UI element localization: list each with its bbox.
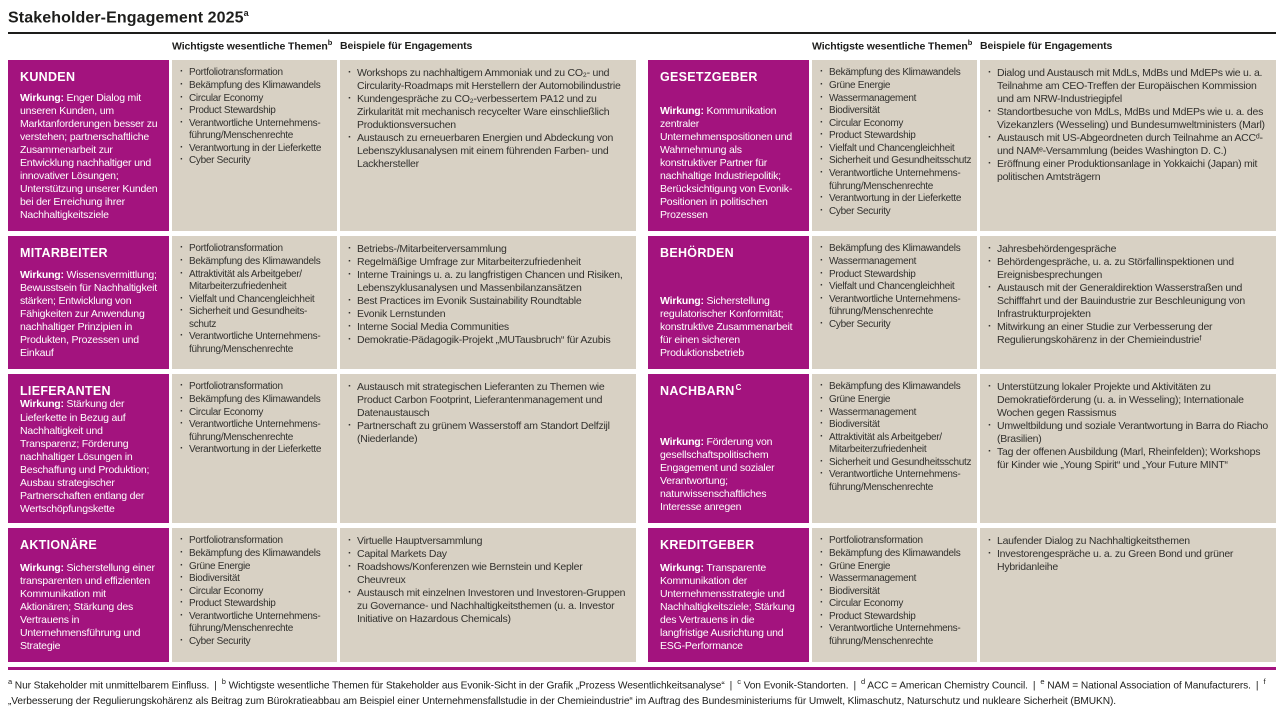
stakeholder-name	[20, 69, 158, 84]
theme-item: · Biodiversität	[819, 419, 973, 432]
examples-list-kreditgeber	[980, 528, 1276, 662]
theme-item: · Bekämpfung des Klimawandels	[819, 243, 973, 256]
example-item: · Investorengespräche u. a. zu Green Bond und grüner Hybridanleihe	[987, 548, 1270, 574]
examples-list-behoerden	[980, 236, 1276, 369]
example-item: · Unterstützung lokaler Projekte und Aktivitäten zu Demokratieförderung (u. a. in Wesseling); Internationale Wochen gegen Rassismus	[987, 381, 1270, 420]
footnote-marker: b	[221, 677, 226, 687]
theme-item: · Verantwortliche Unternehmens-führung/Menschenrechte	[179, 118, 333, 143]
theme-item: · Cyber Security	[179, 636, 333, 649]
themes-list-gesetzgeber	[812, 60, 977, 231]
theme-item: · Portfoliotransformation	[819, 535, 973, 548]
example-item: · Partnerschaft zu grünem Wasserstoff am Standort Delfzijl (Niederlande)	[347, 420, 630, 446]
stakeholder-card-mitarbeiter	[8, 236, 169, 369]
examples-list-lieferanten	[340, 374, 636, 523]
theme-item: · Portfoliotransformation	[179, 243, 333, 256]
wirkung-text	[660, 105, 798, 222]
stakeholder-tables	[8, 34, 1276, 662]
theme-item: · Product Stewardship	[819, 130, 973, 143]
theme-item: · Grüne Energie	[179, 561, 333, 574]
column-header-themes-right	[812, 38, 977, 56]
theme-item: · Wassermanagement	[819, 407, 973, 420]
example-item: · Evonik Lernstunden	[347, 308, 630, 321]
theme-item: · Biodiversität	[179, 573, 333, 586]
stakeholder-name-text: MITARBEITER	[20, 246, 108, 261]
theme-item: · Cyber Security	[819, 319, 973, 332]
stakeholder-name	[660, 245, 798, 260]
theme-item: · Cyber Security	[819, 206, 973, 219]
theme-item: · Vielfalt und Chancengleichheit	[819, 281, 973, 294]
stakeholder-name-text: BEHÖRDEN	[660, 246, 734, 261]
wirkung-body: Kommunikation zentraler Unternehmenspositionen und Wahrnehmung als konstruktiver Partner für nachhaltige Industriepolitik; Berücksichtigung von Evonik-Positionen in politischen Prozessen	[660, 105, 793, 222]
column-header-themes-label: Wichtigste wesentliche Themen	[812, 40, 968, 53]
stakeholder-name-sup: C	[735, 383, 742, 393]
theme-item: · Product Stewardship	[179, 105, 333, 118]
examples-list-kunden	[340, 60, 636, 231]
wirkung-text	[20, 398, 158, 515]
themes-list-aktionaere	[172, 528, 337, 662]
theme-item: · Attraktivität als Arbeitgeber/​Mitarbeiterzufriedenheit	[819, 432, 973, 457]
wirkung-body: Stärkung der Lieferkette in Bezug auf Nachhaltigkeit und Transparenz; Förderung nachhaltiger Lösungen in Beschaffung und Produktion; Ausbau strategischer Partnerschaften entlang der Wertschöpfungskette	[20, 398, 150, 515]
column-header-themes-left	[172, 38, 337, 56]
wirkung-label: Wirkung:	[660, 562, 704, 575]
examples-list-aktionaere	[340, 528, 636, 662]
example-item: · Behördengespräche, u. a. zu Störfallinspektionen und Ereignisbesprechungen	[987, 256, 1270, 282]
example-item: · Austausch mit strategischen Lieferanten zu Themen wie Product Carbon Footprint, Lieferantenmanagement und Datenaustausch	[347, 381, 630, 420]
bottom-divider	[8, 667, 1276, 670]
theme-item: · Circular Economy	[179, 586, 333, 599]
wirkung-text	[20, 562, 158, 653]
left-table	[8, 34, 636, 662]
example-item: · Interne Trainings u. a. zu langfristigen Chancen und Risiken, Lebenszyklusanalysen und Massenbilanzansätzen	[347, 269, 630, 295]
column-header-examples-left	[340, 40, 636, 55]
example-item: · Austausch mit einzelnen Investoren und Investoren-Gruppen zu Governance- und Nachhaltigkeitsthemen (u. a. Investor Initiative on Hazardous Chemicals)	[347, 587, 630, 626]
theme-item: · Bekämpfung des Klimawandels	[179, 394, 333, 407]
stakeholder-card-kreditgeber	[648, 528, 809, 662]
example-item: · Workshops zu nachhaltigem Ammoniak und zu CO₂- und Circularity-Roadmaps mit Herstellern der Automobilindustrie	[347, 67, 630, 93]
stakeholder-name	[20, 245, 158, 260]
theme-item: · Wassermanagement	[819, 256, 973, 269]
stakeholder-card-aktionaere	[8, 528, 169, 662]
stakeholder-name	[20, 537, 158, 552]
theme-item: · Circular Economy	[179, 93, 333, 106]
stakeholder-name-text: KUNDEN	[20, 70, 76, 85]
themes-list-kunden	[172, 60, 337, 231]
example-item: · Umweltbildung und soziale Verantwortung in Barra do Riacho (Brasilien)	[987, 420, 1270, 446]
theme-item: · Vielfalt und Chancengleichheit	[819, 143, 973, 156]
example-item: · Roadshows/Konferenzen wie Bernstein und Kepler Cheuvreux	[347, 561, 630, 587]
examples-list-gesetzgeber	[980, 60, 1276, 231]
theme-item: · Biodiversität	[819, 105, 973, 118]
footnote-marker: a	[8, 677, 13, 687]
example-item: · Dialog und Austausch mit MdLs, MdBs und MdEPs wie u. a. Teilnahme am CEO-Treffen der Europäischen Kommission und am NRW-Industriegipfel	[987, 67, 1270, 106]
theme-item: · Product Stewardship	[819, 611, 973, 624]
example-item: · Betriebs-/Mitarbeiterversammlung	[347, 243, 630, 256]
stakeholder-name-text: KREDITGEBER	[660, 538, 755, 553]
stakeholder-name	[20, 383, 158, 398]
theme-item: · Verantwortung in der Lieferkette	[179, 143, 333, 156]
theme-item: · Product Stewardship	[819, 269, 973, 282]
footnote-marker: d	[861, 677, 866, 687]
themes-list-kreditgeber	[812, 528, 977, 662]
theme-item: · Wassermanagement	[819, 573, 973, 586]
example-item: · Demokratie-Pädagogik-Projekt „MUTausbruch“ für Azubis	[347, 334, 630, 347]
example-item: · Laufender Dialog zu Nachhaltigkeitsthemen	[987, 535, 1270, 548]
wirkung-text	[660, 295, 798, 360]
column-header-themes-footnote-marker: b	[967, 37, 973, 47]
theme-item: · Verantwortliche Unternehmens-führung/Menschenrechte	[819, 294, 973, 319]
example-item: · Regelmäßige Umfrage zur Mitarbeiterzufriedenheit	[347, 256, 630, 269]
example-item: · Eröffnung einer Produktionsanlage in Yokkaichi (Japan) mit politischen Amtsträgern	[987, 158, 1270, 184]
stakeholder-card-kunden	[8, 60, 169, 231]
example-item: · Standortbesuche von MdLs, MdBs und MdEPs wie u. a. des Vizekanzlers (Wesseling) und Bundesumweltministers (Marl)	[987, 106, 1270, 132]
page-title	[8, 8, 1276, 27]
example-item: · Kundengespräche zu CO₂-verbessertem PA12 und zu Zirkularität mit mechanisch recycelter Ware einschließlich Produktionsversuchen	[347, 93, 630, 132]
theme-item: · Verantwortliche Unternehmens-führung/Menschenrechte	[179, 419, 333, 444]
footnote-marker: e	[1040, 677, 1045, 687]
wirkung-label: Wirkung:	[20, 92, 64, 105]
column-header-examples-label: Beispiele für Engagements	[340, 40, 473, 53]
column-header-examples-right	[980, 40, 1276, 55]
stakeholder-name-text: LIEFERANTEN	[20, 384, 111, 399]
stakeholder-card-gesetzgeber	[648, 60, 809, 231]
example-item: · Best Practices im Evonik Sustainability Roundtable	[347, 295, 630, 308]
stakeholder-name-text: AKTIONÄRE	[20, 538, 98, 553]
theme-item: · Circular Economy	[819, 118, 973, 131]
page-title-footnote-marker: a	[243, 8, 249, 18]
theme-item: · Portfoliotransformation	[179, 67, 333, 80]
themes-list-nachbarn	[812, 374, 977, 523]
theme-item: · Attraktivität als Arbeitgeber/​Mitarbeiterzufriedenheit	[179, 269, 333, 294]
column-header-themes-label: Wichtigste wesentliche Themen	[172, 40, 328, 53]
stakeholder-name-text: GESETZGEBER	[660, 70, 758, 85]
theme-item: · Verantwortung in der Lieferkette	[179, 444, 333, 457]
footnote-marker: c	[737, 677, 741, 687]
theme-item: · Sicherheit und Gesundheitsschutz	[819, 155, 973, 168]
example-item: · Virtuelle Hauptversammlung	[347, 535, 630, 548]
footnotes: $^a$ Nur Stakeholder mit unmittelbarem Einfluss. | $^b$ Wichtigste wesentliche Themen für Stakeholder aus Evonik-Sicht in der Grafik „Prozess Wesentlichkeitsanalyse“ | $^c$ Von Evonik-Standorten. | $^d$ ACC = American Chemistry Council. | $^e$ NAM = National Association of Manufacturers. | $^f$ „Verbesserung der Regulierungskohärenz als Beitrag zum Bürokratieabbau am Beispiel einer Unternehmensfallstudie in der Chemieindustrie“ im Auftrag des Bundesministeriums für Umwelt, Klimaschutz, Naturschutz und nukleare Sicherheit (BMUKN).	[8, 677, 1266, 708]
example-item: · Capital Markets Day	[347, 548, 630, 561]
theme-item: · Bekämpfung des Klimawandels	[179, 80, 333, 93]
wirkung-body: Sicherstellung regulatorischer Konformität; konstruktive Zusammenarbeit für einen sicheren Produktionsbetrieb	[660, 295, 793, 360]
theme-item: · Vielfalt und Chancengleichheit	[179, 294, 333, 307]
theme-item: · Bekämpfung des Klimawandels	[819, 381, 973, 394]
wirkung-text	[660, 436, 798, 514]
theme-item: · Verantwortliche Unternehmens-führung/Menschenrechte	[179, 611, 333, 636]
theme-item: · Verantwortliche Unternehmens-führung/Menschenrechte	[819, 623, 973, 648]
wirkung-body: Enger Dialog mit unseren Kunden, um Marktanforderungen besser zu verstehen; partnerschaftliche Zusammenarbeit zur Entwicklung nachhaltiger und innovativer Lösungen; Unterstützung unserer Kunden bei der Erreichung ihrer Nachhaltigkeitsziele	[20, 92, 158, 222]
wirkung-label: Wirkung:	[660, 105, 704, 118]
wirkung-body: Transparente Kommunikation der Unternehmensstrategie und Nachhaltigkeitsziele; Stärkung des Vertrauens in die langfristige Ausrichtung und ESG-Performance	[660, 562, 795, 653]
theme-item: · Circular Economy	[179, 407, 333, 420]
wirkung-body: Förderung von gesellschaftspolitischem Engagement und sozialer Verantwortung; naturwissenschaftliches Interesse anregen	[660, 436, 775, 514]
theme-item: · Grüne Energie	[819, 394, 973, 407]
example-item: · Jahresbehördengespräche	[987, 243, 1270, 256]
examples-list-mitarbeiter	[340, 236, 636, 369]
stakeholder-card-behoerden	[648, 236, 809, 369]
wirkung-label: Wirkung:	[660, 436, 704, 449]
example-item: · Austausch mit der Generaldirektion Wasserstraßen und Schifffahrt und der Bauindustrie zur Beschleunigung von Infrastrukturprojekten	[987, 282, 1270, 321]
stakeholder-name	[660, 383, 798, 398]
theme-item: · Circular Economy	[819, 598, 973, 611]
theme-item: · Grüne Energie	[819, 561, 973, 574]
wirkung-text	[20, 92, 158, 222]
wirkung-text	[20, 269, 158, 360]
stakeholder-name-text: NACHBARN	[660, 384, 735, 399]
example-item: · Interne Social Media Communities	[347, 321, 630, 334]
page-title-text: Stakeholder-Engagement 2025	[8, 9, 244, 27]
theme-item: · Bekämpfung des Klimawandels	[819, 548, 973, 561]
theme-item: · Wassermanagement	[819, 93, 973, 106]
theme-item: · Verantwortung in der Lieferkette	[819, 193, 973, 206]
wirkung-label: Wirkung:	[20, 398, 64, 411]
examples-list-nachbarn	[980, 374, 1276, 523]
column-header-themes-footnote-marker: b	[327, 37, 333, 47]
theme-item: · Product Stewardship	[179, 598, 333, 611]
wirkung-text	[660, 562, 798, 653]
wirkung-body: Wissensvermittlung; Bewusstsein für Nachhaltigkeit stärken; Entwicklung von Fähigkeiten zur Anwendung nachhaltiger Prinzipien in Produkten, Prozessen und Einkauf	[20, 269, 157, 360]
example-item: · Austausch zu erneuerbaren Energien und Abdeckung von Lebenszyklusanalysen mit einem führenden Farben- und Lackhersteller	[347, 132, 630, 171]
themes-list-behoerden	[812, 236, 977, 369]
stakeholder-name	[660, 537, 798, 552]
example-item: · Mitwirkung an einer Studie zur Verbesserung der Regulierungskohärenz in der Chemieindustrieᶠ	[987, 321, 1270, 347]
theme-item: · Bekämpfung des Klimawandels	[179, 256, 333, 269]
theme-item: · Portfoliotransformation	[179, 535, 333, 548]
theme-item: · Grüne Energie	[819, 80, 973, 93]
theme-item: · Sicherheit und Gesundheits-schutz	[179, 306, 333, 331]
theme-item: · Bekämpfung des Klimawandels	[819, 67, 973, 80]
themes-list-mitarbeiter	[172, 236, 337, 369]
theme-item: · Verantwortliche Unternehmens-führung/Menschenrechte	[179, 331, 333, 356]
wirkung-body: Sicherstellung einer transparenten und effizienten Kommunikation mit Aktionären; Stärkung des Vertrauens in Unternehmensführung und Strategie	[20, 562, 155, 653]
theme-item: · Biodiversität	[819, 586, 973, 599]
wirkung-label: Wirkung:	[660, 295, 704, 308]
theme-item: · Portfoliotransformation	[179, 381, 333, 394]
stakeholder-name	[660, 69, 798, 84]
wirkung-label: Wirkung:	[20, 269, 64, 282]
example-item: · Tag der offenen Ausbildung (Marl, Rheinfelden); Workshops für Kinder wie „Young Spirit“ und „Your Future MINT“	[987, 446, 1270, 472]
theme-item: · Bekämpfung des Klimawandels	[179, 548, 333, 561]
footnote-marker: f	[1263, 677, 1266, 687]
themes-list-lieferanten	[172, 374, 337, 523]
stakeholder-card-lieferanten	[8, 374, 169, 523]
theme-item: · Sicherheit und Gesundheitsschutz	[819, 457, 973, 470]
theme-item: · Verantwortliche Unternehmens-führung/Menschenrechte	[819, 469, 973, 494]
theme-item: · Verantwortliche Unternehmens-führung/Menschenrechte	[819, 168, 973, 193]
theme-item: · Cyber Security	[179, 155, 333, 168]
example-item: · Austausch mit US-Abgeordneten durch Teilnahme an ACCᵈ- und NAMᵉ-Versammlung (beides Washington D. C.)	[987, 132, 1270, 158]
stakeholder-card-nachbarn	[648, 374, 809, 523]
column-header-examples-label: Beispiele für Engagements	[980, 40, 1113, 53]
right-table	[648, 34, 1276, 662]
wirkung-label: Wirkung:	[20, 562, 64, 575]
